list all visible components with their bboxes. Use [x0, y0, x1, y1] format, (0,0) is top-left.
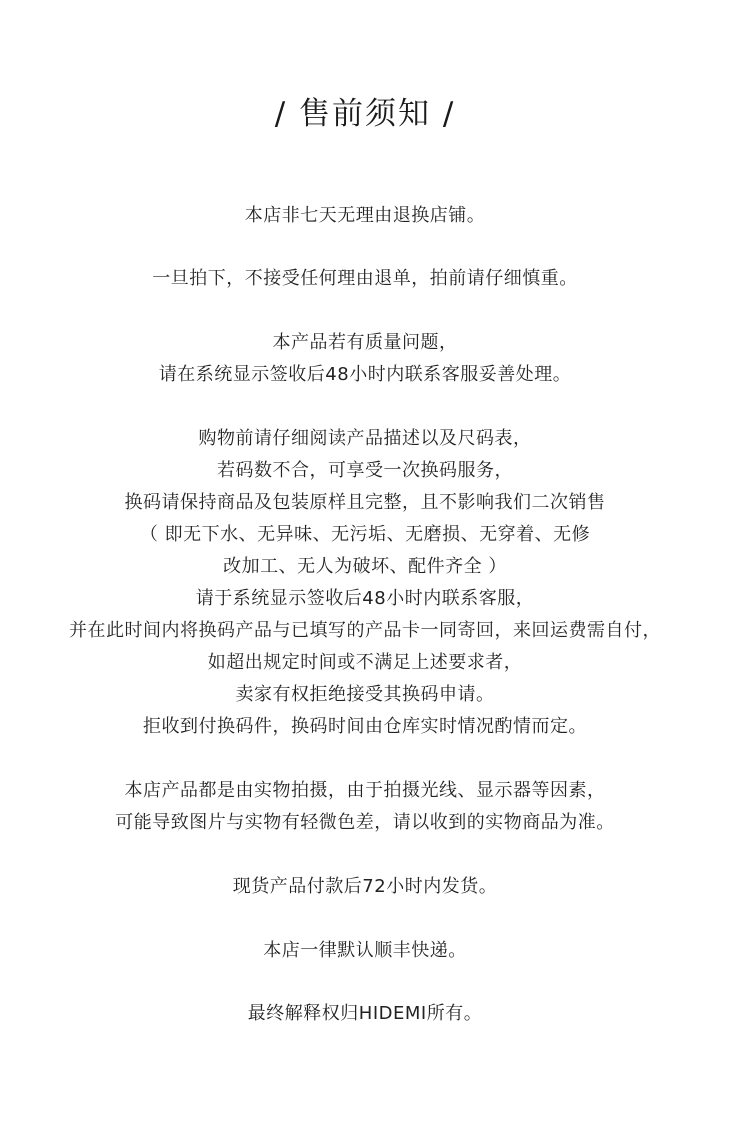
notice-line-send-back: 并在此时间内将换码产品与已填写的产品卡一同寄回，来回运费需自付， — [69, 620, 661, 641]
notice-line-read-size-chart: 购物前请仔细阅读产品描述以及尺码表， — [198, 428, 532, 449]
notice-line-quality-issue: 本产品若有质量问题， — [272, 332, 458, 353]
notice-line-no-7-day-return: 本店非七天无理由退换店铺。 — [244, 205, 486, 226]
notice-line-no-refund: 一旦拍下，不接受任何理由退单，拍前请仔细慎重。 — [152, 268, 578, 289]
notice-line-seller-refuse: 卖家有权拒绝接受其换码申请。 — [235, 684, 495, 705]
notice-line-contact-48h: 请在系统显示签收后48小时内联系客服妥善处理。 — [158, 364, 572, 385]
notice-line-keep-original: 换码请保持商品及包装原样且完整，且不影响我们二次销售 — [124, 492, 606, 513]
notice-line-exchange-48h: 请于系统显示签收后48小时内联系客服， — [195, 588, 535, 609]
notice-line-cod-refused: 拒收到付换码件，换码时间由仓库实时情况酌情而定。 — [143, 716, 587, 737]
notice-line-conditions-2: 改加工、无人为破坏、配件齐全 ） — [223, 556, 507, 577]
notice-line-color-difference: 可能导致图片与实物有轻微色差，请以收到的实物商品为准。 — [115, 812, 615, 833]
notice-line-overtime: 如超出规定时间或不满足上述要求者， — [207, 652, 523, 673]
notice-line-conditions-1: （ 即无下水、无异味、无污垢、无磨损、无穿着、无修 — [139, 524, 591, 545]
notice-line-one-exchange: 若码数不合，可享受一次换码服务， — [217, 460, 513, 481]
notice-line-final-interpretation: 最终解释权归HIDEMI所有。 — [247, 1003, 483, 1024]
notice-line-shipping-72h: 现货产品付款后72小时内发货。 — [232, 876, 498, 897]
notice-line-real-photos: 本店产品都是由实物拍摄，由于拍摄光线、显示器等因素， — [124, 780, 606, 801]
page-title: / 售前须知 / — [274, 96, 456, 132]
notice-line-sf-express: 本店一律默认顺丰快递。 — [263, 940, 467, 961]
